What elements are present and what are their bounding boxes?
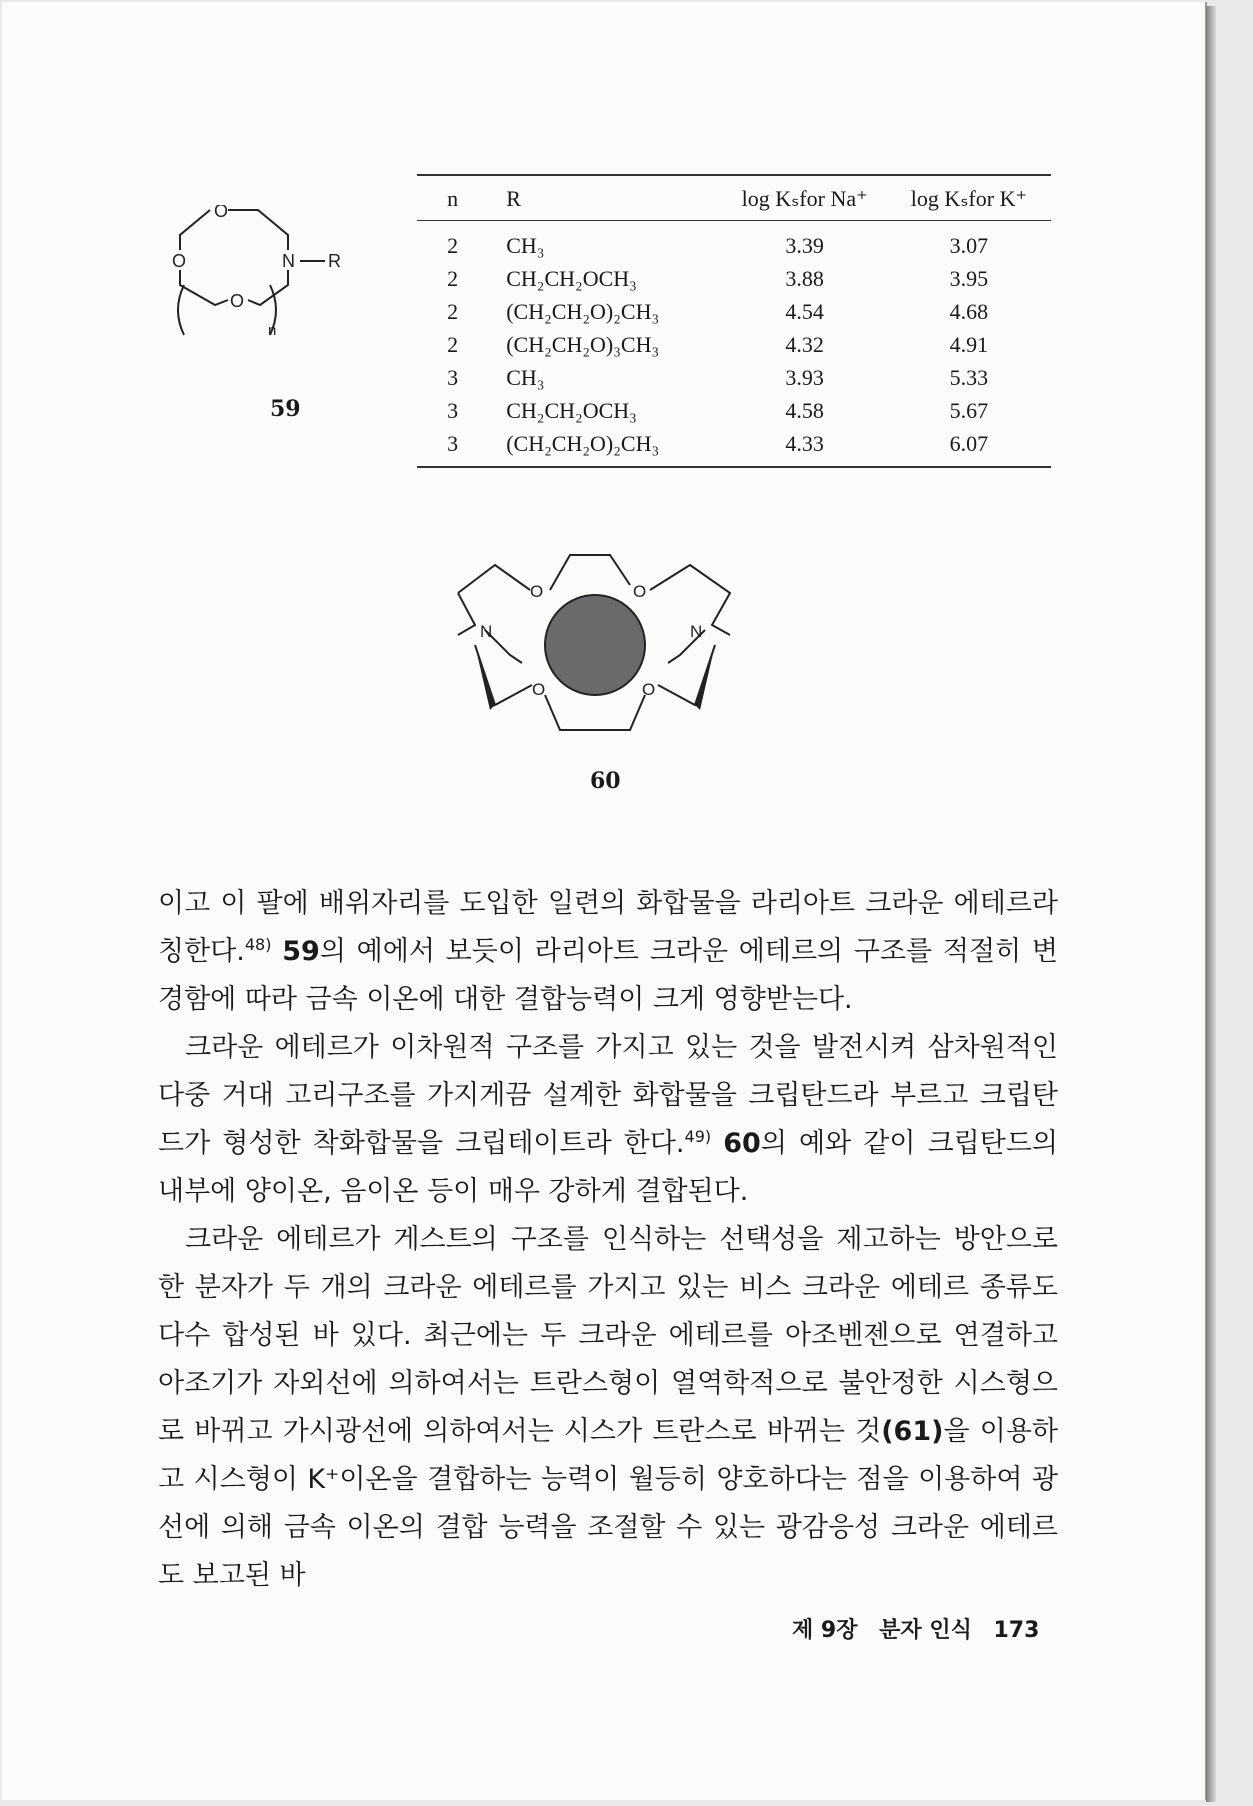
cell-k: 6.07 — [949, 430, 989, 456]
chapter-title: 분자 인식 — [879, 1618, 972, 1643]
table-row — [417, 295, 1051, 328]
table-row — [417, 262, 1051, 295]
page-number: 173 — [993, 1618, 1040, 1643]
table-row — [417, 361, 1051, 394]
structure-60-label: 60 — [590, 768, 621, 794]
header-log-ks-k: log Kₛfor K⁺ — [910, 186, 1028, 211]
cell-n: 3 — [447, 364, 459, 390]
body-text — [158, 880, 1058, 1600]
cell-n: 2 — [447, 265, 459, 291]
table-header-row — [417, 175, 1051, 221]
cell-na: 4.58 — [785, 397, 824, 423]
structure-59-diagram — [170, 205, 410, 385]
cell-k: 3.95 — [949, 265, 989, 291]
header-log-ks-na: log Kₛfor Na⁺ — [741, 186, 868, 211]
cell-n: 2 — [447, 331, 459, 357]
bound-cation-sphere — [545, 595, 645, 695]
binding-constant-table — [417, 174, 1051, 468]
cell-r: (CH₂CH₂O)₃CH₃ — [506, 331, 660, 357]
cell-k: 5.67 — [949, 397, 989, 423]
cell-r: CH₃ — [506, 232, 545, 258]
cell-k: 5.33 — [949, 364, 989, 390]
atom-o-bottom-left: O — [532, 680, 546, 699]
atom-n-left: N — [480, 622, 493, 641]
page-footer — [792, 1613, 1053, 1644]
atom-o-bottom-right: O — [642, 680, 656, 699]
paragraph-2: 크라운 에테르가 이차원적 구조를 가지고 있는 것을 발전시켜 삼차원적인 다중 거대 고리구조를 가지게끔 설계한 화합물을 크립탄드라 부르고 크립탄드가 형성한 착화합물을 크립테이트라 한다.$^{49)}$ 60의 예와 같이 크립탄드의 내부에 양이온, 음이온 등이 매우 강하게 결합된다. — [158, 1032, 1058, 1207]
cell-r: (CH₂CH₂O)₂CH₃ — [506, 298, 660, 324]
chapter-label: 제 9장 — [792, 1618, 858, 1643]
header-n: n — [447, 186, 459, 211]
atom-o-bottom: O — [230, 291, 245, 311]
table-row — [417, 394, 1051, 427]
table-row — [417, 328, 1051, 361]
atom-o-left: O — [172, 251, 187, 271]
cell-na: 4.32 — [785, 331, 824, 357]
subscript-n: n — [268, 322, 277, 339]
cell-n: 2 — [447, 298, 459, 324]
table-row — [417, 221, 1051, 263]
cell-na: 4.54 — [785, 298, 824, 324]
atom-n: N — [282, 251, 295, 271]
structure-59-label: 59 — [270, 396, 301, 422]
cell-k: 3.07 — [949, 232, 989, 258]
atom-r: R — [328, 251, 341, 271]
cell-r: CH₂CH₂OCH₃ — [506, 397, 637, 423]
structure-60-diagram — [450, 545, 740, 760]
paragraph-3: 크라운 에테르가 게스트의 구조를 인식하는 선택성을 제고하는 방안으로 한 분자가 두 개의 크라운 에테르를 가지고 있는 비스 크라운 에테르 종류도 다수 합성된 바 있다. 최근에는 두 크라운 에테르를 아조벤젠으로 연결하고 아조기가 자외선에 의하여서는 트란스형이 열역학적으로 불안정한 시스형으로 바뀌고 가시광선에 의하여서는 시스가 트란스로 바뀌는 것(61)을 이용하고 시스형이 K⁺이온을 결합하는 능력이 월등히 양호하다는 점을 이용하여 광선에 의해 금속 이온의 결합 능력을 조절할 수 있는 광감응성 크라운 에테르도 보고된 바 — [158, 1224, 1058, 1591]
cell-n: 3 — [447, 397, 459, 423]
cell-k: 4.91 — [949, 331, 989, 357]
cell-n: 3 — [447, 430, 459, 456]
table-row — [417, 427, 1051, 467]
atom-n-right: N — [690, 622, 703, 641]
cell-n: 2 — [447, 232, 459, 258]
cell-k: 4.68 — [949, 298, 989, 324]
header-r: R — [506, 186, 521, 211]
cell-na: 3.93 — [785, 364, 824, 390]
paragraph-1: 이고 이 팔에 배위자리를 도입한 일련의 화합물을 라리아트 크라운 에테르라 칭한다.$^{48)}$ 59의 예에서 보듯이 라리아트 크라운 에테르의 구조를 적절히 변경함에 따라 금속 이온에 대한 결합능력이 크게 영향받는다. — [158, 888, 1058, 1015]
atom-o-top: O — [214, 205, 229, 221]
cell-na: 4.33 — [785, 430, 824, 456]
page-edge-shadow — [1206, 6, 1216, 1802]
atom-o-top-right: O — [633, 582, 647, 601]
atom-o-top-left: O — [530, 582, 544, 601]
cell-na: 3.88 — [785, 265, 824, 291]
cell-na: 3.39 — [785, 232, 824, 258]
cell-r: (CH₂CH₂O)₂CH₃ — [506, 430, 660, 456]
cell-r: CH₃ — [506, 364, 545, 390]
cell-r: CH₂CH₂OCH₃ — [506, 265, 637, 291]
